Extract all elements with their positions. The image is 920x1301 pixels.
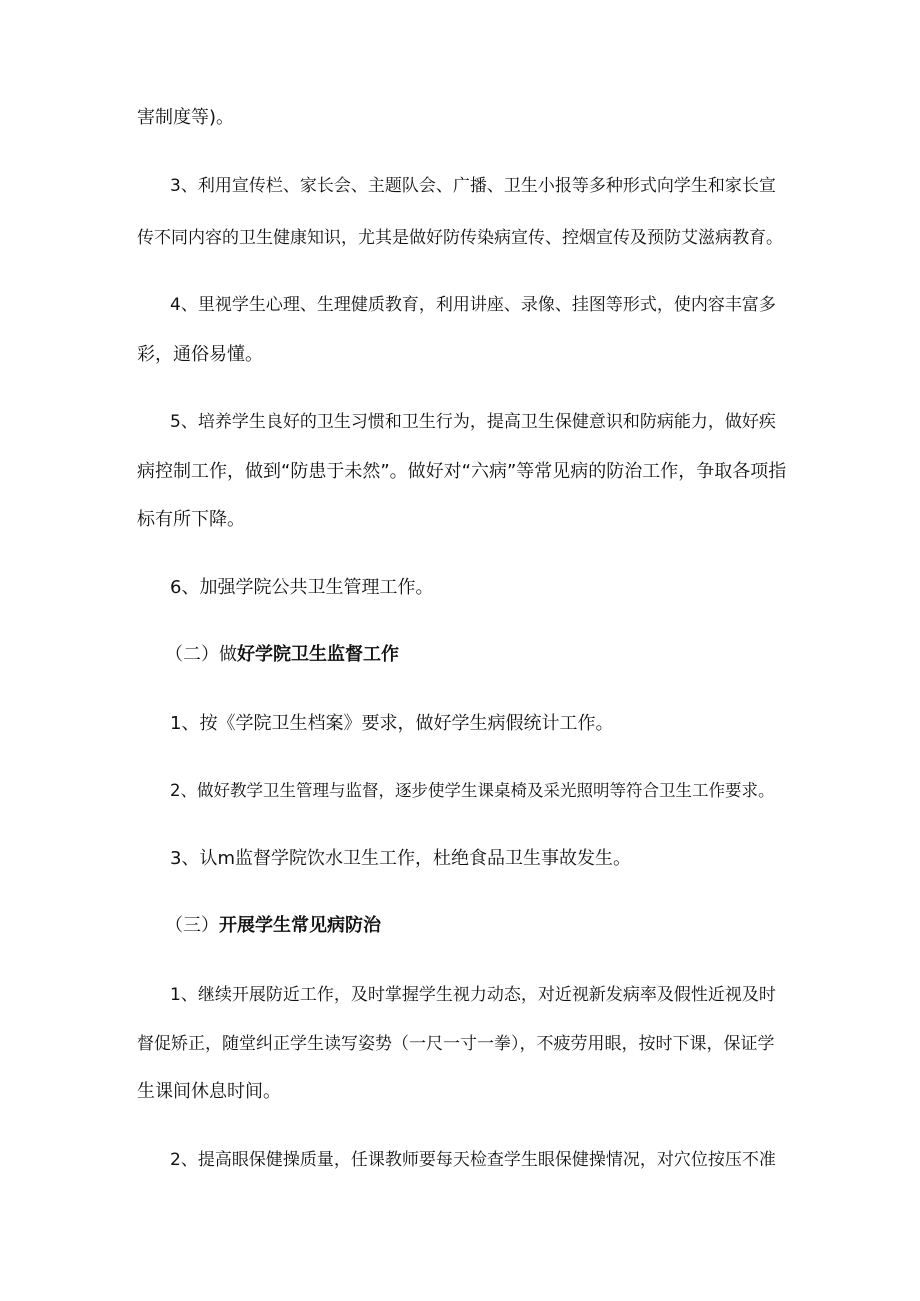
section-2-title: 好学院卫生监督工作 xyxy=(237,644,399,665)
sec3-item-1-line-2: 督促矫正，随堂纠正学生读写姿势（一尺一寸一拳），不疲劳用眼，按时下课，保证学 xyxy=(137,1034,775,1054)
item-5-line-3: 标有所下降。 xyxy=(137,509,245,530)
sec2-item-1: 1、按《学院卫生档案》要求，做好学生病假统计工作。 xyxy=(170,713,614,734)
item-6-line-1: 6、加强学院公共卫生管理工作。 xyxy=(170,577,434,598)
item-5-line-2: 病控制工作，做到“防患于未然”。做好对“六病”等常见病的防治工作，争取各项指 xyxy=(137,461,787,482)
item-4-line-1: 4、里视学生心理、生理健质教育，利用讲座、录像、挂图等形式，使内容丰富多 xyxy=(170,295,776,315)
section-heading-2 xyxy=(165,642,399,668)
section-2-prefix: （二）做 xyxy=(165,644,237,665)
section-3-title: 开展学生常见病防治 xyxy=(219,915,381,936)
sec2-item-3: 3、认m监督学院饮水卫生工作，杜绝食品卫生事故发生。 xyxy=(170,848,631,869)
section-heading-3 xyxy=(165,913,381,939)
sec3-item-1-line-1: 1、继续开展防近工作，及时掌握学生视力动态，对近视新发病率及假性近视及时 xyxy=(170,985,776,1005)
item-3-line-1: 3、利用宣传栏、家长会、主题队会、广播、卫生小报等多种形式向学生和家长宣 xyxy=(170,176,776,196)
item-5-line-1: 5、培养学生良好的卫生习惯和卫生行为，提高卫生保健意识和防病能力，做好疾 xyxy=(170,412,776,432)
section-3-prefix: （三） xyxy=(165,915,219,936)
sec2-item-2: 2、做好教学卫生管理与监督，逐步使学生课桌椅及采光照明等符合卫生工作要求。 xyxy=(170,781,775,800)
paragraph-continuation-line: 害制度等)。 xyxy=(137,107,235,128)
sec3-item-1-line-3: 生课间休息时间。 xyxy=(137,1081,281,1102)
item-3-line-2: 传不同内容的卫生健康知识，尤其是做好防传染病宣传、控烟宣传及预防艾滋病教育。 xyxy=(137,228,783,248)
item-4-line-2: 彩，通俗易懂。 xyxy=(137,344,263,365)
sec3-item-2-line-1: 2、提高眼保健操质量，任课教师要每天检查学生眼保健操情况，对穴位按压不准 xyxy=(170,1150,776,1170)
